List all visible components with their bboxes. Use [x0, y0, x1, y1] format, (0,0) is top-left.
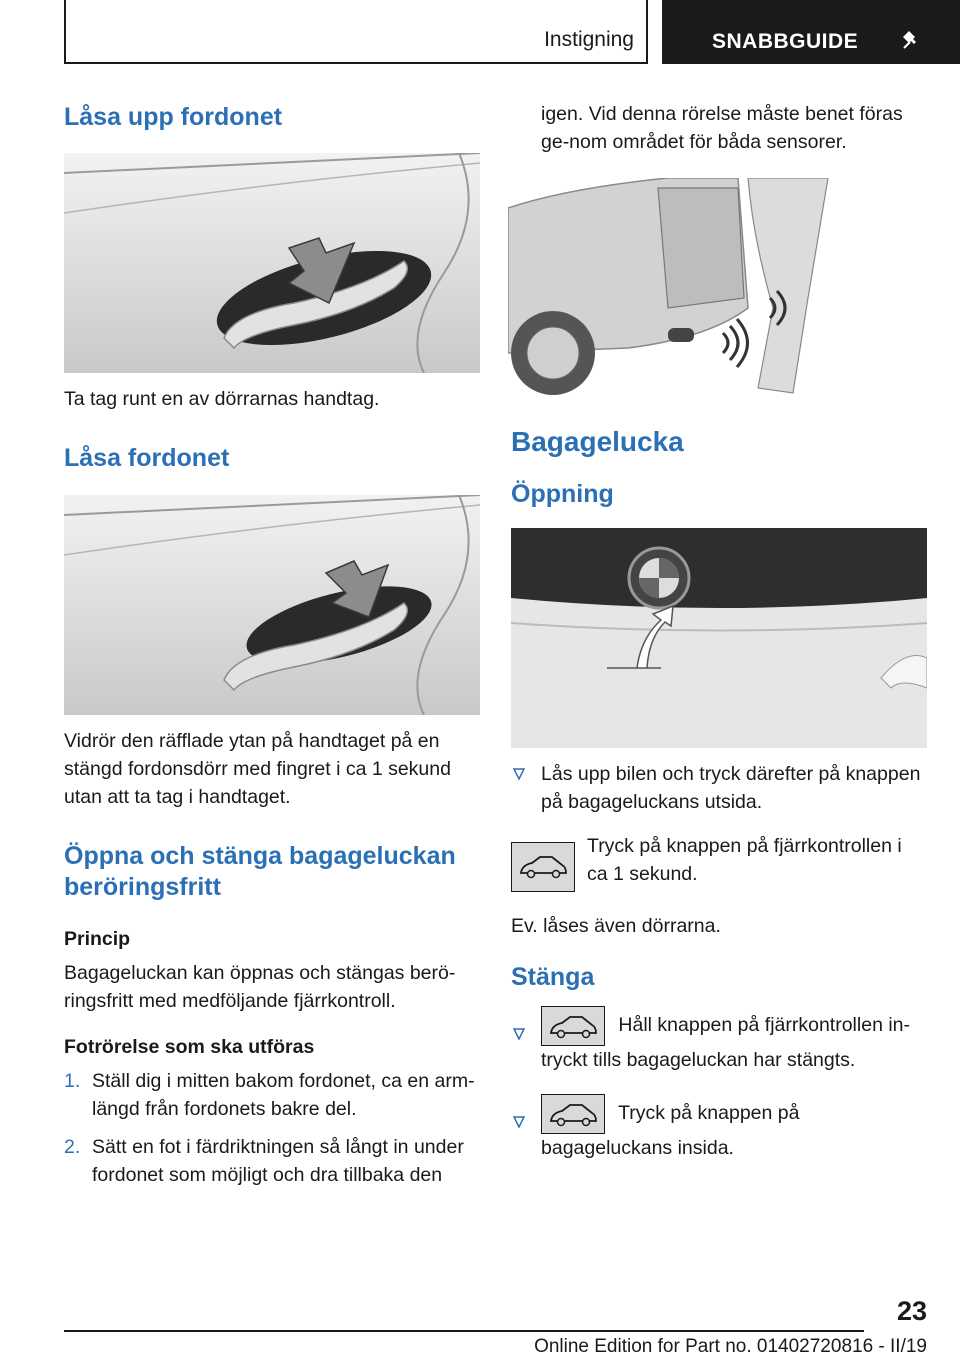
header-chapter-label: SNABBGUIDE — [712, 30, 859, 53]
tailgate-button-image — [511, 528, 927, 748]
left-column — [64, 96, 480, 1199]
opening-heading: Öppning — [511, 480, 614, 508]
header-section-title: Instigning — [544, 28, 634, 51]
kick-sensor-image — [508, 178, 848, 398]
page-number: 23 — [896, 1296, 927, 1326]
closing-remote-instruction: Håll knappen på fjärrkontrollen in-tryckt tills bagageluckan har stängts. — [541, 1013, 910, 1071]
tailgate-interior-button-icon — [541, 1094, 605, 1134]
tailgate-heading: Bagagelucka — [511, 426, 684, 457]
foot-motion-continued-text: igen. Vid denna rörelse måste benet föras ge-nom området för båda sensorer. — [541, 103, 903, 153]
triangle-bullet-icon — [513, 1116, 525, 1128]
triangle-bullet-icon — [513, 768, 525, 780]
foot-motion-subheading: Fotrörelse som ska utföras — [64, 1036, 315, 1058]
door-handle-unlock-image — [64, 153, 480, 373]
remote-press-text: Tryck på knappen på fjärrkontrollen i ca 1 sekund. — [587, 835, 902, 886]
doors-lock-note: Ev. låses även dörrarna. — [511, 915, 721, 938]
principle-subheading: Princip — [64, 928, 131, 950]
list-item — [511, 1094, 927, 1162]
step-number: 1. — [64, 1070, 81, 1092]
step-number: 2. — [64, 1136, 81, 1158]
right-column — [511, 96, 927, 1162]
unlock-instruction: Ta tag runt en av dörrarnas handtag. — [64, 388, 380, 411]
foot-motion-steps — [64, 1067, 480, 1189]
closing-interior-instruction: Tryck på knappen på bagageluckans insida. — [541, 1101, 800, 1159]
opening-instruction: Lås upp bilen och tryck därefter på knappen på bagageluckans utsida. — [541, 763, 921, 814]
principle-text: Bagageluckan kan öppnas och stängas berö-ringsfritt med medföljande fjärrkontroll. — [64, 962, 456, 1012]
door-handle-lock-image — [64, 495, 480, 715]
list-item — [64, 1067, 480, 1123]
remote-instruction-row — [511, 836, 927, 900]
list-item — [511, 1006, 927, 1074]
step-text: Ställ dig i mitten bakom fordonet, ca en arm-längd från fordonets bakre del. — [92, 1070, 475, 1120]
unlock-vehicle-heading: Låsa upp fordonet — [64, 103, 283, 131]
footer-divider — [64, 1330, 864, 1332]
step-text: Sätt en fot i färdriktningen så långt in under fordonet som möjligt och dra tillbaka den — [92, 1136, 464, 1186]
pushpin-icon — [900, 28, 924, 57]
lock-instruction: Vidrör den räfflade ytan på handtaget på en stängd fordonsdörr med fingret i ca 1 sekund utan att ta tag i handtaget. — [64, 729, 451, 808]
lock-vehicle-heading: Låsa fordonet — [64, 444, 230, 473]
header-chapter-tab — [662, 0, 960, 64]
triangle-bullet-icon — [513, 1028, 525, 1040]
header-section-box — [64, 0, 648, 64]
tailgate-remote-button-icon — [511, 842, 575, 892]
footer-edition: Online Edition for Part no. 01402720816 - II/19 — [534, 1336, 927, 1357]
handsfree-tailgate-heading: Öppna och stänga bagageluckan beröringsfritt — [64, 841, 456, 901]
list-item — [511, 760, 927, 816]
list-item — [64, 1133, 480, 1189]
tailgate-remote-button-icon — [541, 1006, 605, 1046]
closing-heading: Stänga — [511, 963, 595, 992]
